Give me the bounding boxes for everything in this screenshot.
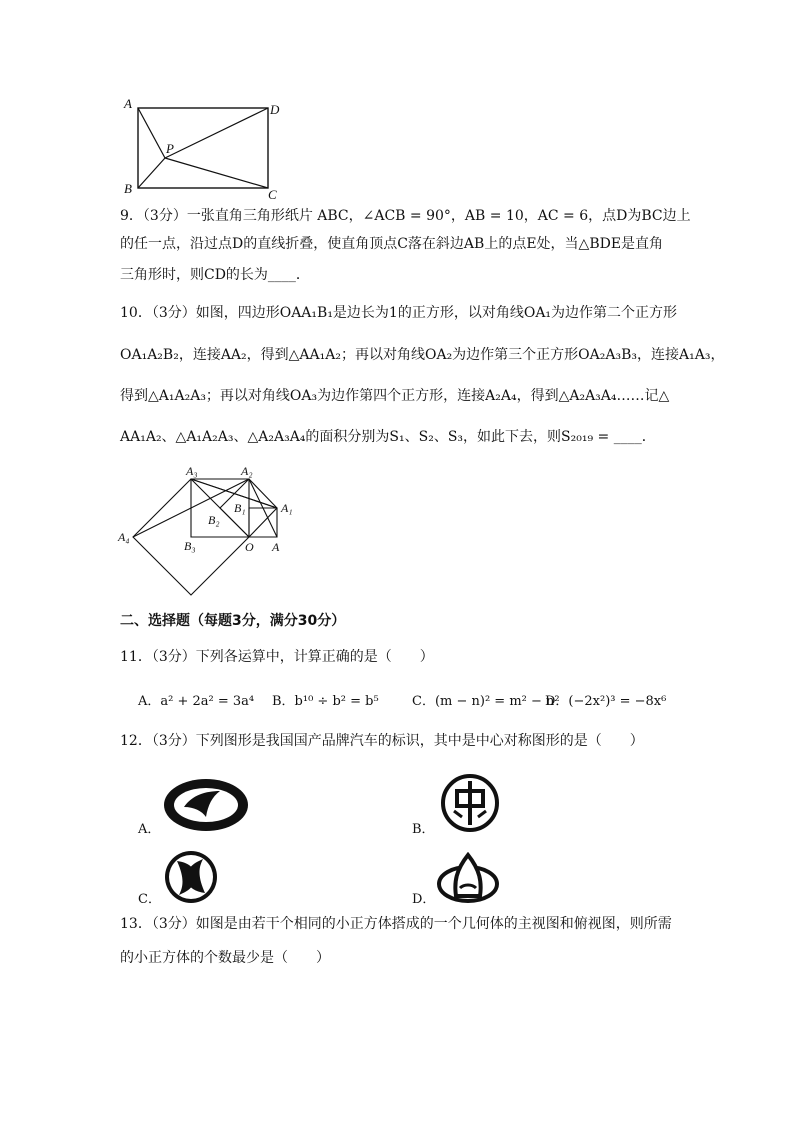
- label-a1: A₁: [281, 501, 293, 515]
- label-o: O: [245, 540, 254, 554]
- q12-option-d-label: D．: [412, 892, 436, 907]
- label-a: A: [124, 96, 132, 111]
- label-a: A: [272, 540, 280, 554]
- section-heading: 二、选择题（每题3分，满分30分）: [120, 613, 346, 629]
- q13-line1: 13．（3分）如图是由若干个相同的小正方体搭成的一个几何体的主视图和俯视图，则所需: [120, 916, 672, 932]
- q9-line2: 的任一点，沿过点D的直线折叠，使直角顶点C落在斜边AB上的点E处，当△BDE是直角: [120, 236, 664, 252]
- label-a2: A₂: [241, 464, 253, 478]
- q9-line1: 9．（3分）一张直角三角形纸片 ABC，∠ACB = 90°，AB = 10，AC = 6，点D为BC边上: [120, 208, 691, 224]
- logo-c-icon: [163, 849, 219, 905]
- label-c: C: [268, 187, 277, 200]
- logo-b-icon: [440, 773, 500, 833]
- q12-option-c-label: C．: [138, 892, 161, 907]
- logo-a-icon: [162, 777, 250, 833]
- segment-cp: [165, 158, 268, 188]
- q10-line1: 10．（3分）如图，四边形OAA₁B₁是边长为1的正方形，以对角线OA₁为边作第二个正方形: [120, 305, 678, 321]
- label-b3: B₃: [184, 539, 196, 553]
- segment-ap: [138, 108, 165, 158]
- squares-figure: [116, 462, 316, 602]
- q13-line2: 的小正方体的个数最少是（ ）: [120, 950, 330, 966]
- label-b: B: [124, 181, 132, 196]
- q10-line2: OA₁A₂B₂，连接AA₂，得到△AA₁A₂；再以对角线OA₂为边作第三个正方形OA₂A₃B₃，连接A₁A₃，: [120, 347, 725, 363]
- q11-stem: 11．（3分）下列各运算中，计算正确的是（ ）: [120, 649, 434, 665]
- q11-option-d: D．(−2x²)³ = −8x⁶: [545, 694, 667, 709]
- q11-option-c: C．(m − n)² = m² − n²: [412, 694, 560, 709]
- label-a4: A₄: [118, 530, 130, 544]
- label-p: P: [166, 141, 174, 156]
- q12-option-b-label: B．: [412, 822, 435, 837]
- rectangle-abcd: [138, 108, 268, 188]
- q12-option-a-label: A．: [138, 822, 161, 837]
- q9-line3: 三角形时，则CD的长为____．: [120, 267, 310, 283]
- label-b1: B₁: [234, 501, 246, 515]
- q11-option-b: B．b¹⁰ ÷ b² = b⁵: [272, 694, 379, 709]
- segment-bp: [138, 158, 165, 188]
- q10-line3: 得到△A₁A₂A₃；再以对角线OA₃为边作第四个正方形，连接A₂A₄，得到△A₂A₃A₄……记△: [120, 388, 670, 404]
- q10-line4: AA₁A₂、△A₁A₂A₃、△A₂A₃A₄的面积分别为S₁、S₂、S₃，如此下去，则S₂₀₁₉ = ____．: [120, 429, 656, 445]
- segment-dp: [165, 108, 268, 158]
- label-b2: B₂: [208, 513, 220, 527]
- q11-option-a: A．a² + 2a² = 3a⁴: [138, 694, 255, 709]
- q12-stem: 12．（3分）下列图形是我国国产品牌汽车的标识，其中是中心对称图形的是（ ）: [120, 733, 644, 749]
- label-a3: A₃: [186, 464, 198, 478]
- label-d: D: [270, 102, 280, 117]
- logo-d-icon: [436, 852, 500, 904]
- rectangle-figure: [118, 96, 288, 200]
